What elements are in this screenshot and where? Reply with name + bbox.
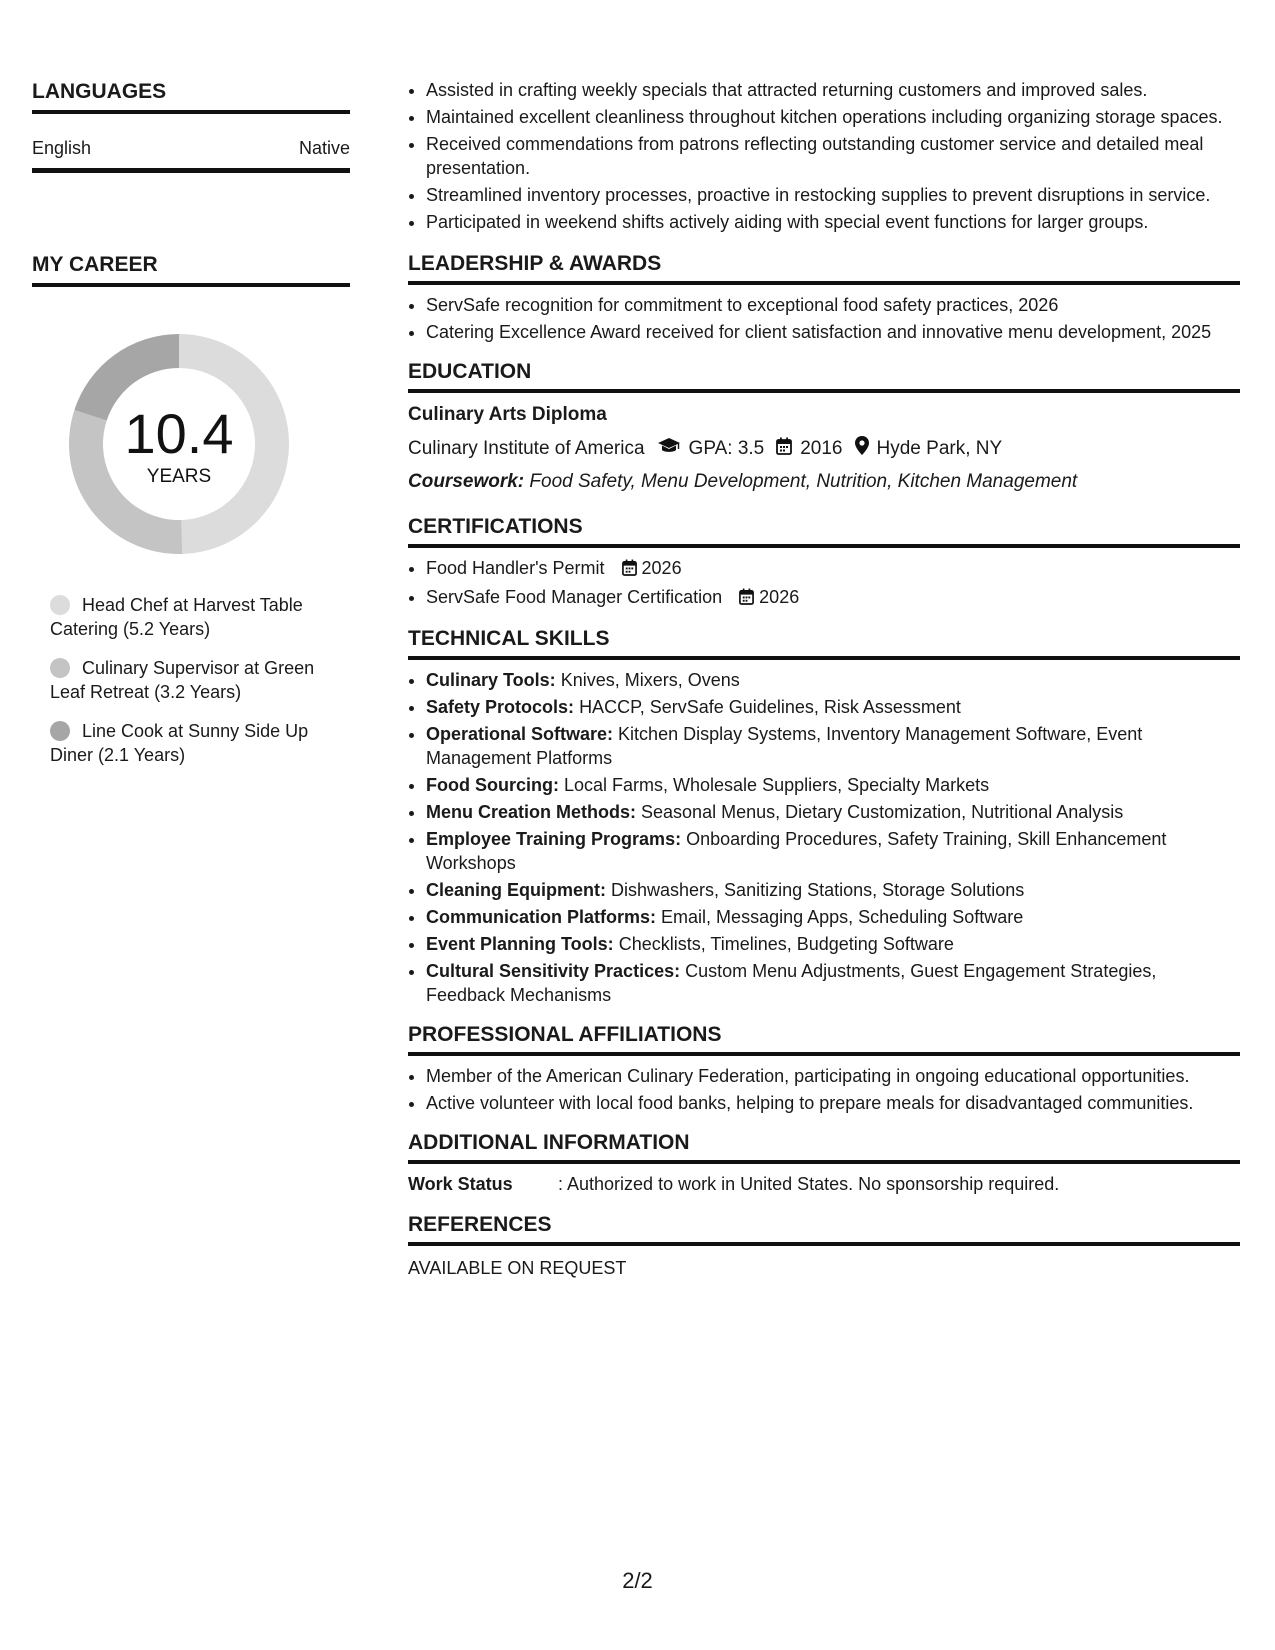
language-row (32, 114, 350, 173)
list-item: • Streamlined inventory processes, proactive in restocking supplies to prevent disruptions in service. (426, 183, 1240, 207)
skill-value: Email, Messaging Apps, Scheduling Software (661, 907, 1024, 927)
references-text: AVAILABLE ON REQUEST (408, 1258, 627, 1278)
languages-section (32, 80, 350, 173)
skill-value: Seasonal Menus, Dietary Customization, Nutritional Analysis (641, 802, 1124, 822)
legend-dot (50, 658, 70, 678)
section-heading: REFERENCES (408, 1213, 1240, 1246)
skill-label: Cultural Sensitivity Practices: (426, 961, 681, 981)
map-pin-icon (855, 436, 869, 461)
list-item (426, 959, 1240, 1007)
skill-value: Checklists, Timelines, Budgeting Software (618, 934, 954, 954)
list-item (426, 800, 1240, 824)
skill-label: Culinary Tools: (426, 670, 556, 690)
career-list (50, 593, 340, 767)
school-name: Culinary Institute of America (408, 437, 645, 459)
career-heading: MY CAREER (32, 253, 350, 287)
list-item: • Active volunteer with local food banks, helping to prepare meals for disadvantaged communities. (426, 1091, 1240, 1115)
coursework-value: Food Safety, Menu Development, Nutrition, Kitchen Management (529, 471, 1078, 492)
coursework (408, 471, 1240, 493)
total-years: 10.4 (124, 402, 234, 465)
skill-label: Food Sourcing: (426, 775, 559, 795)
legend-dot (50, 595, 70, 615)
main-column (408, 78, 1240, 1279)
skills-section (408, 627, 1240, 1007)
list-item: • Maintained excellent cleanliness throughout kitchen operations including organizing storage spaces. (426, 105, 1240, 129)
skill-label: Communication Platforms: (426, 907, 657, 927)
list-item: • Catering Excellence Award received for client satisfaction and innovative menu development, 2025 (426, 320, 1240, 344)
skill-label: Safety Protocols: (426, 697, 575, 717)
certification-name: ServSafe Food Manager Certification (426, 587, 723, 607)
list-item (426, 556, 1240, 582)
work-status-label: Work Status (408, 1174, 513, 1194)
donut-center (66, 331, 292, 557)
certifications-list (408, 556, 1240, 611)
certification-year: 2026 (759, 587, 800, 607)
list-item (426, 932, 1240, 956)
work-status-row (408, 1174, 1240, 1195)
list-item (426, 773, 1240, 797)
list-item (426, 905, 1240, 929)
career-section (32, 253, 350, 767)
career-item (50, 656, 340, 704)
skill-value: HACCP, ServSafe Guidelines, Risk Assessment (579, 697, 961, 717)
additional-info-section (408, 1131, 1240, 1195)
legend-dot (50, 721, 70, 741)
leadership-list (408, 293, 1240, 344)
section-heading: EDUCATION (408, 360, 1240, 393)
degree-title: Culinary Arts Diploma (408, 404, 607, 425)
skill-label: Event Planning Tools: (426, 934, 614, 954)
list-item (426, 827, 1240, 875)
references-section (408, 1213, 1240, 1279)
section-heading: PROFESSIONAL AFFILIATIONS (408, 1023, 1240, 1056)
skills-list (408, 668, 1240, 1007)
career-item-label: Line Cook at Sunny Side Up Diner (2.1 Years) (50, 721, 309, 765)
list-item: • Participated in weekend shifts actively aiding with special event functions for larger groups. (426, 210, 1240, 234)
affiliations-list (408, 1064, 1240, 1115)
certification-name: Food Handler's Permit (426, 558, 605, 578)
list-item: • ServSafe recognition for commitment to exceptional food safety practices, 2026 (426, 293, 1240, 317)
section-heading: LEADERSHIP & AWARDS (408, 252, 1240, 285)
calendar-icon (622, 558, 637, 582)
certification-year: 2026 (641, 558, 682, 578)
skill-value: Knives, Mixers, Ovens (560, 670, 740, 690)
skill-label: Operational Software: (426, 724, 614, 744)
graduation-cap-icon (657, 437, 681, 461)
education-location: Hyde Park, NY (876, 437, 1003, 459)
affiliations-section (408, 1023, 1240, 1115)
list-item: • Received commendations from patrons reflecting outstanding customer service and detailed meal presentation. (426, 132, 1240, 180)
page-number: 2/2 (622, 1568, 653, 1593)
calendar-icon (739, 587, 754, 611)
work-status-value: : Authorized to work in United States. No sponsorship required. (558, 1174, 1060, 1194)
career-item-label: Culinary Supervisor at Green Leaf Retreat (3.2 Years) (50, 658, 315, 702)
certifications-section (408, 515, 1240, 611)
career-donut-chart (66, 331, 292, 557)
education-section (408, 360, 1240, 493)
skill-label: Cleaning Equipment: (426, 880, 606, 900)
skill-value: Dishwashers, Sanitizing Stations, Storage Solutions (611, 880, 1025, 900)
list-item (426, 668, 1240, 692)
skill-label: Menu Creation Methods: (426, 802, 636, 822)
list-item: • Assisted in crafting weekly specials that attracted returning customers and improved sales. (426, 78, 1240, 102)
section-heading: ADDITIONAL INFORMATION (408, 1131, 1240, 1164)
career-item (50, 593, 340, 641)
education-details (408, 436, 1240, 461)
coursework-label: Coursework: (408, 471, 525, 492)
section-heading: CERTIFICATIONS (408, 515, 1240, 548)
section-heading: TECHNICAL SKILLS (408, 627, 1240, 660)
experience-bullets (408, 78, 1240, 234)
skill-value: Local Farms, Wholesale Suppliers, Specialty Markets (564, 775, 990, 795)
career-item-label: Head Chef at Harvest Table Catering (5.2 Years) (50, 595, 303, 639)
skill-label: Employee Training Programs: (426, 829, 682, 849)
skill-value: Kitchen Display Systems, Inventory Management Software, Event Management Platforms (426, 724, 1143, 768)
languages-heading: LANGUAGES (32, 80, 350, 114)
sidebar (32, 80, 350, 782)
list-item (426, 722, 1240, 770)
list-item (426, 878, 1240, 902)
leadership-section (408, 252, 1240, 344)
list-item (426, 585, 1240, 611)
skill-value: Onboarding Procedures, Safety Training, Skill Enhancement Workshops (426, 829, 1167, 873)
calendar-icon (776, 437, 792, 461)
years-unit: YEARS (146, 466, 212, 487)
skill-value: Custom Menu Adjustments, Guest Engagement Strategies, Feedback Mechanisms (426, 961, 1157, 1005)
gpa: GPA: 3.5 (688, 437, 765, 459)
career-item (50, 719, 340, 767)
language-name: English (32, 138, 92, 158)
list-item: • Member of the American Culinary Federation, participating in ongoing educational opportunities. (426, 1064, 1240, 1088)
language-level: Native (298, 138, 350, 158)
graduation-year: 2016 (800, 437, 843, 459)
list-item (426, 695, 1240, 719)
